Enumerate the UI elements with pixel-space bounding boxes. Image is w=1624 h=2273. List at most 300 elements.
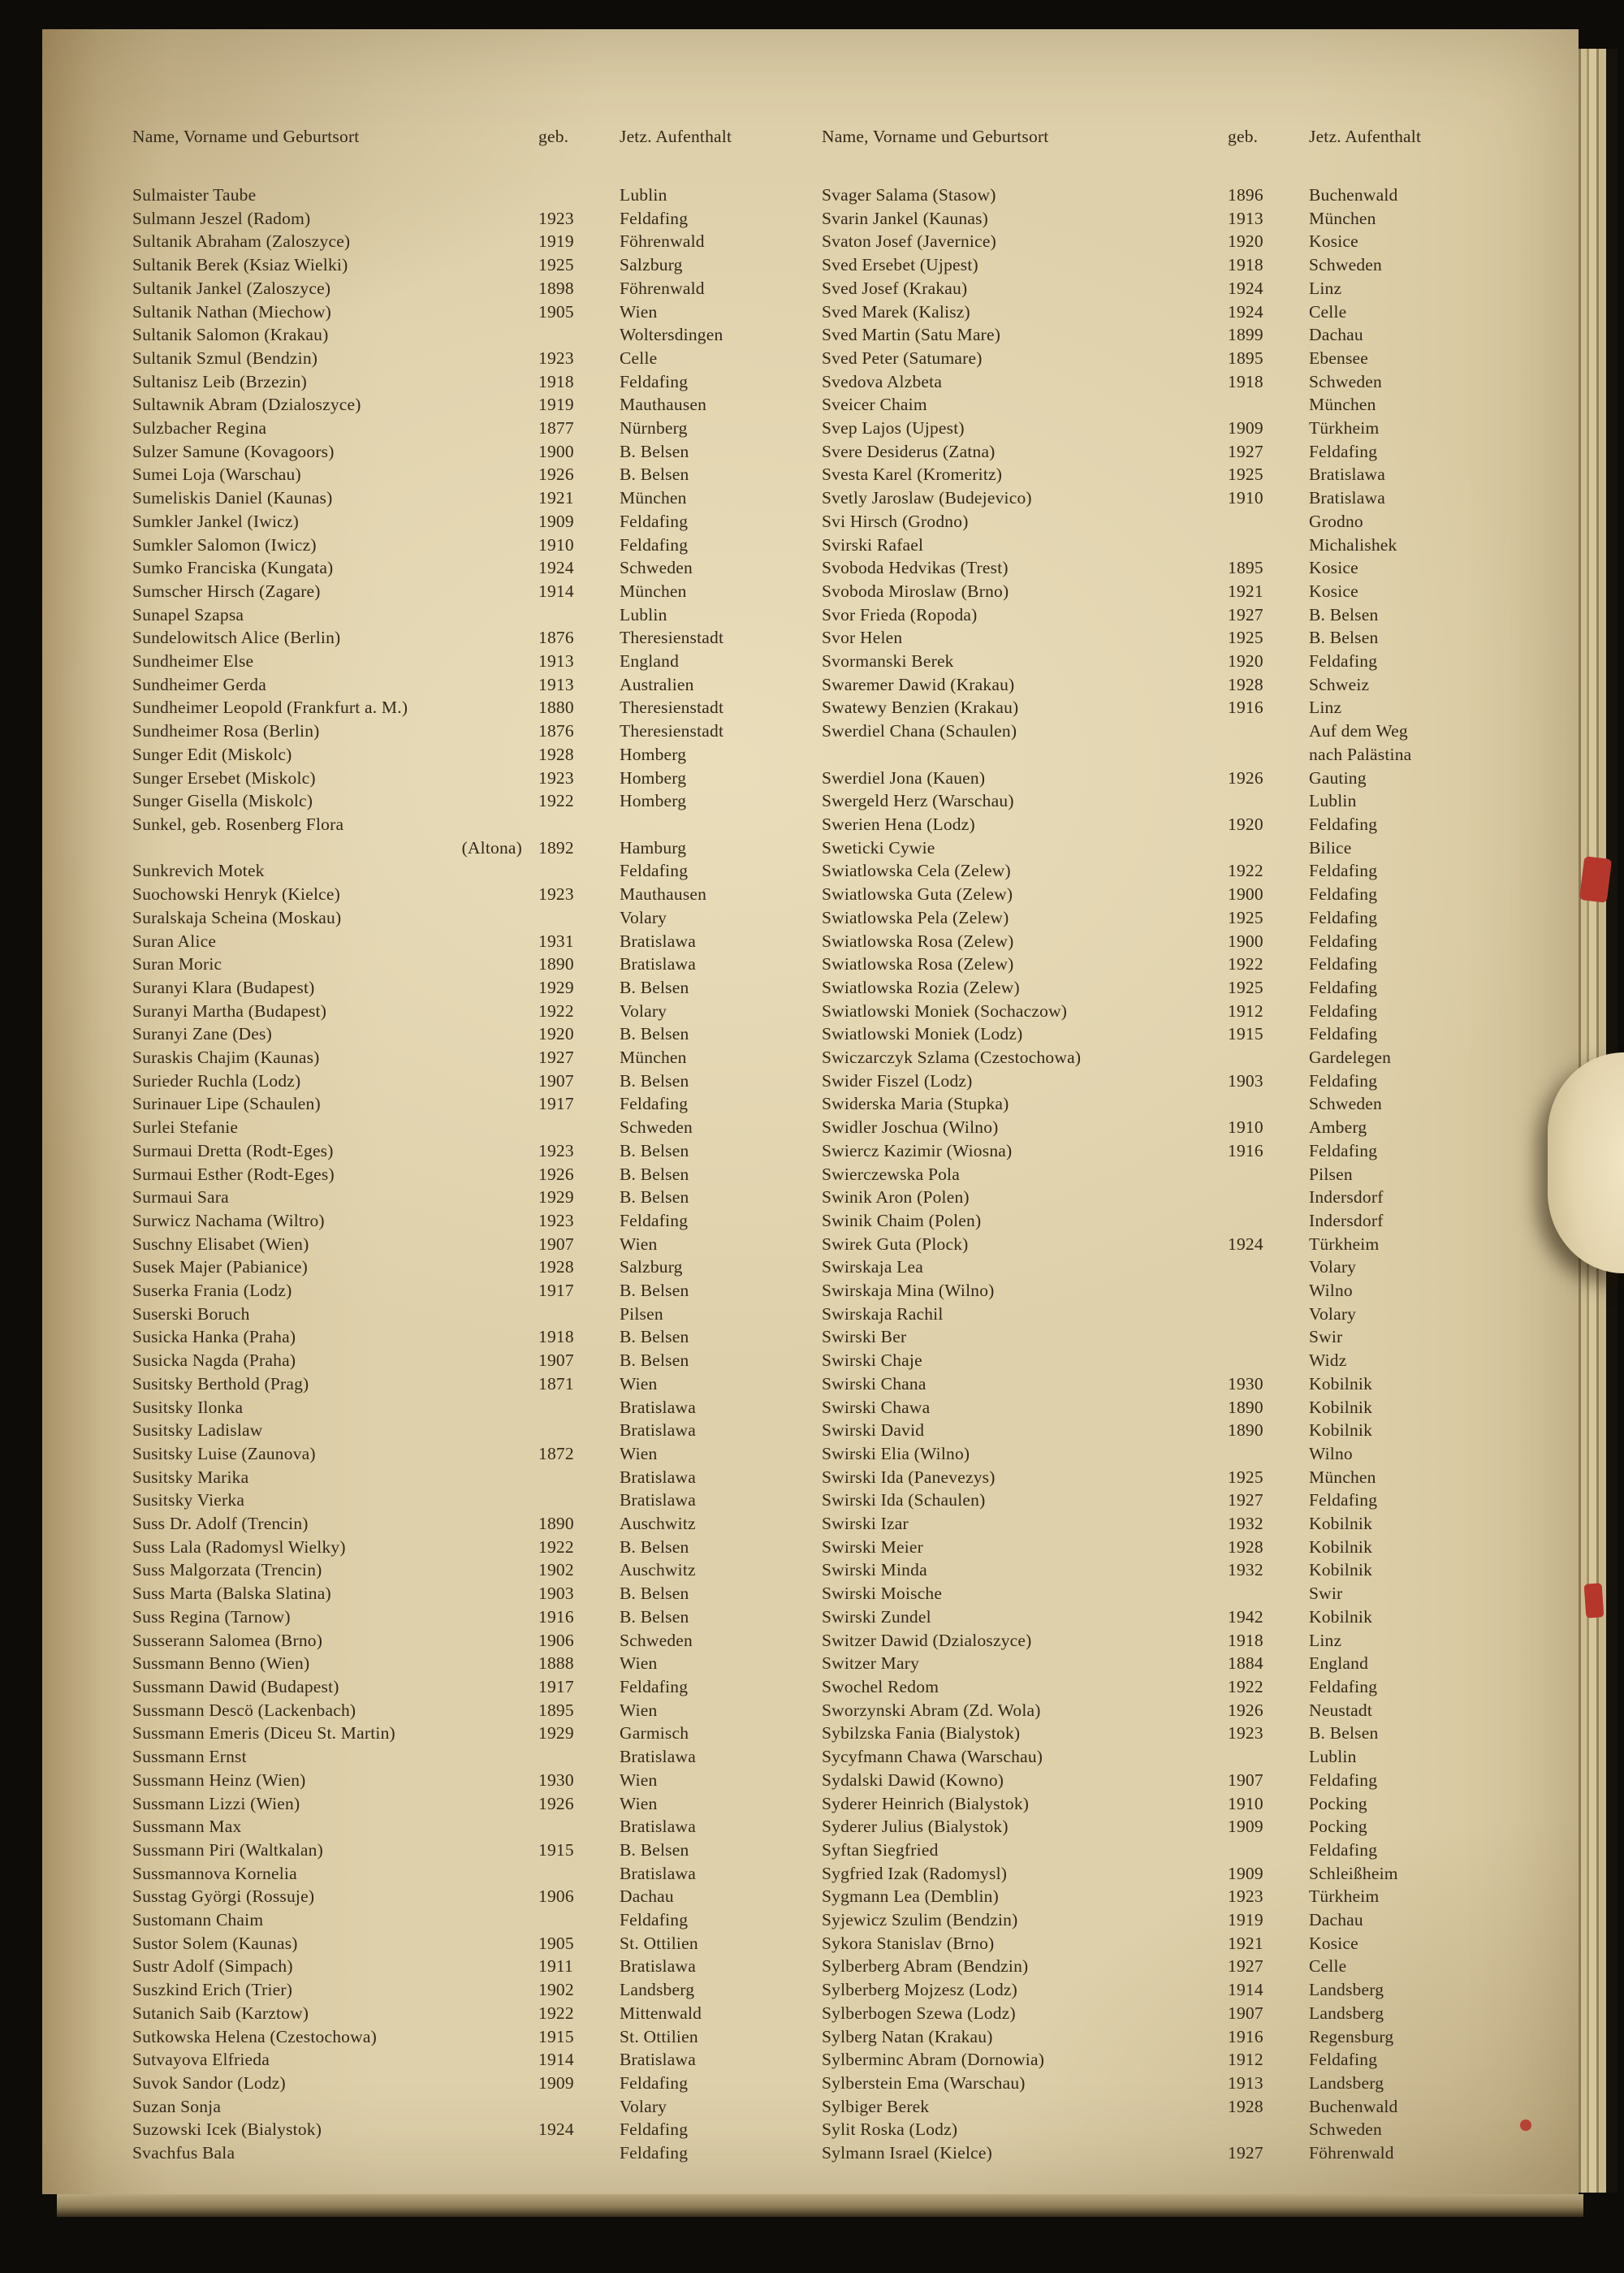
entry-birthyear: 1918 bbox=[538, 371, 574, 391]
entry-residence: Feldafing bbox=[620, 1094, 689, 1114]
entry-birthyear: 1923 bbox=[538, 1140, 574, 1160]
table-row bbox=[822, 370, 1520, 394]
entry-birthyear: 1923 bbox=[538, 767, 574, 788]
entry-name: Sworzynski Abram (Zd. Wola) bbox=[822, 1700, 1041, 1720]
entry-name: Sussmann Emeris (Diceu St. Martin) bbox=[132, 1723, 395, 1744]
table-row bbox=[132, 486, 831, 510]
entry-name: Swiatlowska Rosa (Zelew) bbox=[822, 954, 1014, 974]
table-row bbox=[822, 1582, 1520, 1605]
table-row bbox=[132, 580, 831, 603]
table-row bbox=[822, 1558, 1520, 1582]
entry-name: Suzan Sonja bbox=[132, 2096, 222, 2116]
entry-residence: Kobilnik bbox=[1309, 1606, 1373, 1627]
table-row bbox=[822, 2025, 1520, 2049]
entry-residence: Dachau bbox=[1309, 1910, 1363, 1930]
entry-residence: Mauthausen bbox=[620, 395, 707, 415]
entry-residence: B. Belsen bbox=[620, 1350, 689, 1371]
entry-residence: Bratislawa bbox=[1309, 465, 1385, 485]
entry-residence: Australien bbox=[620, 674, 694, 694]
table-row bbox=[822, 1233, 1520, 1256]
table-row bbox=[132, 1022, 831, 1046]
entry-residence: Bratislawa bbox=[620, 931, 696, 951]
entry-residence: Feldafing bbox=[620, 2120, 689, 2140]
table-row bbox=[132, 1932, 831, 1955]
table-row bbox=[132, 1862, 831, 1886]
entry-birthyear bbox=[1228, 1255, 1309, 1279]
table-row bbox=[132, 463, 831, 486]
entry-residence: Feldafing bbox=[1309, 1839, 1378, 1860]
entry-name: Swidler Joschua (Wilno) bbox=[822, 1117, 999, 1138]
table-row bbox=[132, 1139, 831, 1163]
entry-birthyear: 1925 bbox=[1228, 977, 1263, 997]
entry-birthyear: 1918 bbox=[1228, 371, 1263, 391]
table-row bbox=[822, 976, 1520, 1000]
entry-name: Sultanik Szmul (Bendzin) bbox=[132, 348, 318, 368]
entry-residence: Wien bbox=[620, 1653, 658, 1674]
entry-name: Sylberberg Abram (Bendzin) bbox=[822, 1956, 1029, 1977]
entry-residence: Feldafing bbox=[1309, 1770, 1378, 1790]
entry-name: Suserski Boruch bbox=[132, 1303, 250, 1324]
entry-name: Sylberbogen Szewa (Lodz) bbox=[822, 2003, 1016, 2023]
entry-name: Swirski Chaje bbox=[822, 1350, 922, 1371]
entry-birthyear bbox=[1228, 1163, 1309, 1186]
entry-residence: Michalishek bbox=[1309, 534, 1397, 555]
table-row bbox=[822, 1209, 1520, 1233]
table-row bbox=[822, 207, 1520, 231]
entry-residence: Volary bbox=[620, 1000, 667, 1021]
table-row bbox=[132, 417, 831, 440]
entry-name: Sumkler Jankel (Iwicz) bbox=[132, 511, 299, 531]
entry-name: Sustr Adolf (Simpach) bbox=[132, 1956, 293, 1977]
table-row bbox=[822, 1722, 1520, 1745]
entry-name: Sundheimer Rosa (Berlin) bbox=[132, 721, 320, 741]
entry-name: Syjewicz Szulim (Bendzin) bbox=[822, 1910, 1018, 1930]
entry-name: Svi Hirsch (Grodno) bbox=[822, 511, 969, 531]
entry-residence: Volary bbox=[1309, 1303, 1357, 1324]
table-row bbox=[132, 1722, 831, 1745]
table-row bbox=[132, 1442, 831, 1466]
entry-residence: Türkheim bbox=[1309, 1234, 1380, 1254]
entry-residence: München bbox=[1309, 208, 1376, 228]
entry-residence: Landsberg bbox=[620, 1980, 695, 2000]
entry-residence: B. Belsen bbox=[1309, 1723, 1379, 1744]
entry-birthyear bbox=[538, 323, 620, 347]
entry-name: Sussmann Max bbox=[132, 1817, 242, 1837]
entry-name: Svetly Jaroslaw (Budejevico) bbox=[822, 488, 1032, 508]
entry-birthyear: 1926 bbox=[1228, 1700, 1263, 1720]
entry-name: Sveicer Chaim bbox=[822, 395, 927, 415]
entry-name: Sycyfmann Chawa (Warschau) bbox=[822, 1747, 1043, 1767]
entry-residence: Bratislawa bbox=[620, 1956, 696, 1977]
table-row bbox=[822, 1092, 1520, 1116]
table-row bbox=[822, 1978, 1520, 2002]
entry-name: Sultanik Nathan (Miechow) bbox=[132, 301, 332, 322]
table-row bbox=[132, 277, 831, 300]
entry-name: Suss Lala (Radomysl Wielky) bbox=[132, 1536, 346, 1557]
table-row bbox=[132, 696, 831, 719]
red-dot-mark bbox=[1520, 2120, 1531, 2131]
table-row bbox=[822, 463, 1520, 486]
table-row bbox=[822, 1769, 1520, 1792]
entry-name: Sussmann Lizzi (Wien) bbox=[132, 1793, 300, 1813]
bottom-page-edge bbox=[57, 2194, 1583, 2217]
entry-residence: Bratislawa bbox=[1309, 488, 1385, 508]
table-row bbox=[132, 906, 831, 930]
table-row bbox=[132, 510, 831, 534]
entry-birthyear bbox=[538, 1862, 620, 1886]
entry-birthyear: 1922 bbox=[538, 1536, 574, 1557]
entry-residence: Wien bbox=[620, 1443, 658, 1463]
entry-name: Suvok Sandor (Lodz) bbox=[132, 2072, 286, 2093]
entry-residence: B. Belsen bbox=[620, 1164, 689, 1184]
entry-name: Swider Fiszel (Lodz) bbox=[822, 1070, 973, 1091]
entry-birthyear: 1895 bbox=[1228, 558, 1263, 578]
entry-birthyear: 1917 bbox=[538, 1677, 574, 1696]
entry-birthyear: 1900 bbox=[538, 441, 574, 461]
table-row bbox=[822, 1070, 1520, 1093]
entry-birthyear: 1926 bbox=[538, 1164, 574, 1184]
entry-birthyear bbox=[538, 859, 620, 883]
entry-residence: Grodno bbox=[1309, 511, 1363, 531]
table-row bbox=[822, 1862, 1520, 1886]
entry-birthyear bbox=[538, 1419, 620, 1442]
entry-birthyear: 1925 bbox=[538, 255, 574, 275]
entry-birthyear: 1928 bbox=[538, 1257, 574, 1277]
entry-residence: Kosice bbox=[1309, 1933, 1358, 1953]
entry-residence: Schweden bbox=[1309, 2120, 1382, 2140]
header-birthyear-column: geb. bbox=[1228, 127, 1259, 146]
entry-name: Swiatlowska Guta (Zelew) bbox=[822, 884, 1013, 905]
entry-residence: Bratislawa bbox=[620, 1747, 696, 1767]
entry-name: Swiatlowska Rosa (Zelew) bbox=[822, 931, 1014, 951]
entry-residence: Feldafing bbox=[1309, 931, 1378, 951]
entry-residence: Salzburg bbox=[620, 1257, 683, 1277]
entry-birthyear: 1902 bbox=[538, 1980, 574, 2000]
entry-birthyear: 1928 bbox=[1228, 674, 1263, 694]
entry-residence: Wien bbox=[620, 1700, 658, 1720]
entry-residence: Pilsen bbox=[1309, 1164, 1353, 1184]
entry-birthyear: 1911 bbox=[538, 1956, 574, 1977]
entry-residence: Lublin bbox=[1309, 791, 1357, 811]
table-row bbox=[132, 650, 831, 673]
entry-birthyear: 1914 bbox=[538, 581, 574, 601]
entry-residence: Feldafing bbox=[620, 1677, 689, 1696]
entry-name: Swirek Guta (Plock) bbox=[822, 1234, 969, 1254]
entry-birthyear: 1922 bbox=[1228, 1677, 1263, 1696]
table-row bbox=[822, 719, 1520, 743]
table-row bbox=[822, 1000, 1520, 1023]
entry-birthyear: 1898 bbox=[538, 278, 574, 298]
entry-name: Sylit Roska (Lodz) bbox=[822, 2120, 958, 2140]
entry-birthyear: 1890 bbox=[538, 954, 574, 974]
table-row bbox=[132, 1419, 831, 1442]
table-row bbox=[132, 230, 831, 253]
table-row bbox=[132, 1233, 831, 1256]
entry-residence: Bratislawa bbox=[620, 1420, 696, 1441]
table-row bbox=[822, 253, 1520, 277]
entry-name: Sultanik Salomon (Krakau) bbox=[132, 325, 329, 345]
entry-residence: Dachau bbox=[620, 1886, 674, 1907]
table-row bbox=[822, 323, 1520, 347]
entry-birthyear: 1922 bbox=[1228, 954, 1263, 974]
entry-name: Swiderska Maria (Stupka) bbox=[822, 1094, 1009, 1114]
entry-residence: Pilsen bbox=[620, 1303, 663, 1324]
entry-birthyear bbox=[538, 2095, 620, 2119]
entry-name: Sulmann Jeszel (Radom) bbox=[132, 208, 311, 228]
table-row bbox=[822, 626, 1520, 650]
entry-birthyear bbox=[1228, 789, 1309, 813]
entry-residence: Kosice bbox=[1309, 581, 1358, 601]
entry-birthyear: 1890 bbox=[1228, 1420, 1263, 1441]
table-row bbox=[132, 347, 831, 370]
entry-birthyear: 1900 bbox=[1228, 884, 1263, 905]
table-row bbox=[132, 1558, 831, 1582]
entry-residence: Wien bbox=[620, 1234, 658, 1254]
entry-birthyear bbox=[538, 2141, 620, 2165]
table-row bbox=[822, 1139, 1520, 1163]
entry-residence: Kobilnik bbox=[1309, 1560, 1373, 1580]
entry-birthyear: 1906 bbox=[538, 1886, 574, 1907]
entry-birthyear: 1925 bbox=[1228, 907, 1263, 927]
entry-name: Surwicz Nachama (Wiltro) bbox=[132, 1210, 325, 1230]
entry-name: Syderer Julius (Bialystok) bbox=[822, 1817, 1009, 1837]
table-row bbox=[132, 1046, 831, 1070]
entry-name: Svor Frieda (Ropoda) bbox=[822, 604, 978, 624]
entry-name: Swerien Hena (Lodz) bbox=[822, 814, 975, 834]
table-row bbox=[132, 1629, 831, 1653]
entry-name: Susitsky Ilonka bbox=[132, 1397, 244, 1417]
entry-name: Sumeliskis Daniel (Kaunas) bbox=[132, 488, 333, 508]
entry-birthyear: 1927 bbox=[1228, 1490, 1263, 1510]
entry-name: Surmaui Dretta (Rodt-Eges) bbox=[132, 1140, 334, 1160]
entry-residence: Bratislawa bbox=[620, 2050, 696, 2070]
table-row bbox=[132, 1512, 831, 1536]
entry-birthyear: 1884 bbox=[1228, 1653, 1263, 1674]
table-row bbox=[822, 510, 1520, 534]
entry-birthyear bbox=[1228, 1349, 1309, 1372]
entry-residence: Celle bbox=[1309, 1956, 1347, 1977]
entry-birthyear: 1871 bbox=[538, 1373, 574, 1394]
entry-residence: Linz bbox=[1309, 698, 1342, 718]
table-row bbox=[132, 1536, 831, 1559]
entry-name: Svachfus Bala bbox=[132, 2143, 235, 2163]
entry-birthyear bbox=[538, 1116, 620, 1139]
entry-birthyear: 1927 bbox=[1228, 604, 1263, 624]
entry-birthyear bbox=[538, 813, 620, 836]
entry-name: Susicka Hanka (Praha) bbox=[132, 1327, 296, 1347]
table-row bbox=[822, 1745, 1520, 1769]
entry-name: Suzowski Icek (Bialystok) bbox=[132, 2120, 322, 2140]
entry-birthyear: 1906 bbox=[538, 1630, 574, 1650]
entry-birthyear bbox=[1228, 510, 1309, 534]
entry-name: Swirski Zundel bbox=[822, 1606, 931, 1627]
table-row bbox=[132, 2072, 831, 2095]
entry-birthyear bbox=[1228, 2118, 1309, 2141]
entry-name: Sved Peter (Satumare) bbox=[822, 348, 983, 368]
entry-birthyear: 1927 bbox=[1228, 441, 1263, 461]
entry-birthyear: 1909 bbox=[538, 2072, 574, 2093]
table-row bbox=[132, 1769, 831, 1792]
entry-residence: Bratislawa bbox=[620, 1467, 696, 1487]
entry-residence: München bbox=[1309, 1467, 1376, 1487]
entry-birthyear: 1929 bbox=[538, 1187, 574, 1208]
entry-residence: Lublin bbox=[1309, 1747, 1357, 1767]
entry-residence: Feldafing bbox=[620, 2143, 689, 2163]
entry-birthyear: 1932 bbox=[1228, 1560, 1263, 1580]
entry-birthyear bbox=[1228, 1046, 1309, 1070]
entry-residence: Buchenwald bbox=[1309, 2096, 1398, 2116]
entry-residence: Volary bbox=[1309, 1257, 1357, 1277]
table-row bbox=[132, 1303, 831, 1326]
entry-residence: Amberg bbox=[1309, 1117, 1367, 1138]
table-row bbox=[132, 1372, 831, 1396]
entry-name: Suraskis Chajim (Kaunas) bbox=[132, 1048, 320, 1068]
entry-birthyear bbox=[1228, 534, 1309, 557]
entry-residence: Kobilnik bbox=[1309, 1420, 1373, 1441]
entry-name: Sussmannova Kornelia bbox=[132, 1863, 297, 1883]
entry-birthyear: 1905 bbox=[538, 301, 574, 322]
entry-birthyear: 1921 bbox=[538, 488, 574, 508]
entry-residence: Lublin bbox=[620, 185, 667, 205]
entry-residence: Landsberg bbox=[1309, 2072, 1384, 2093]
table-row bbox=[822, 767, 1520, 790]
entry-birthyear: 1928 bbox=[538, 744, 574, 764]
entry-birthyear bbox=[1228, 1582, 1309, 1605]
entry-residence: Wilno bbox=[1309, 1281, 1353, 1301]
table-row bbox=[132, 767, 831, 790]
entry-birthyear: 1909 bbox=[1228, 1817, 1263, 1837]
table-row bbox=[132, 1325, 831, 1349]
table-row bbox=[132, 1605, 831, 1629]
entry-residence: Feldafing bbox=[1309, 977, 1378, 997]
entry-residence: B. Belsen bbox=[1309, 604, 1379, 624]
table-row bbox=[132, 1163, 831, 1186]
entry-residence: Buchenwald bbox=[1309, 185, 1398, 205]
entry-birthyear bbox=[1228, 393, 1309, 417]
entry-name: Swirskaja Mina (Wilno) bbox=[822, 1281, 995, 1301]
entry-birthyear: 1895 bbox=[1228, 348, 1263, 368]
entry-name: Swirski Chana bbox=[822, 1373, 926, 1394]
entry-residence: Feldafing bbox=[1309, 1024, 1378, 1044]
table-row bbox=[822, 1955, 1520, 1978]
entry-birthyear bbox=[1228, 1303, 1309, 1326]
table-row bbox=[822, 1116, 1520, 1139]
entry-name: Swatewy Benzien (Krakau) bbox=[822, 698, 1019, 718]
entry-name: Sussmann Ernst bbox=[132, 1747, 247, 1767]
entry-name: Svep Lajos (Ujpest) bbox=[822, 418, 965, 439]
entry-name: Sunkel, geb. Rosenberg Flora bbox=[132, 814, 344, 834]
table-row bbox=[822, 1046, 1520, 1070]
entry-name: Susstag Györgi (Rossuje) bbox=[132, 1886, 315, 1907]
entry-name: Sussmann Piri (Waltkalan) bbox=[132, 1839, 323, 1860]
entry-birthyear: 1888 bbox=[538, 1653, 574, 1674]
entry-birthyear: 1912 bbox=[1228, 2050, 1263, 2070]
entry-birthyear: 1921 bbox=[1228, 581, 1263, 601]
entry-birthyear: 1927 bbox=[1228, 1956, 1263, 1977]
entry-name: Swiercz Kazimir (Wiosna) bbox=[822, 1140, 1013, 1160]
entry-residence: B. Belsen bbox=[620, 1327, 689, 1347]
entry-name: Sved Ersebet (Ujpest) bbox=[822, 255, 978, 275]
entry-birthyear: 1931 bbox=[538, 931, 574, 951]
entry-birthyear bbox=[538, 1908, 620, 1932]
table-header-right bbox=[822, 127, 1520, 147]
entry-name: Sumei Loja (Warschau) bbox=[132, 465, 301, 485]
table-row bbox=[822, 277, 1520, 300]
table-row bbox=[822, 789, 1520, 813]
entry-birthyear: 1890 bbox=[538, 1514, 574, 1534]
entry-name: Suran Moric bbox=[132, 954, 222, 974]
entry-residence: Lublin bbox=[620, 604, 667, 624]
entry-birthyear: 1923 bbox=[538, 884, 574, 905]
entry-name: Svoboda Miroslaw (Brno) bbox=[822, 581, 1009, 601]
entry-birthyear: 1910 bbox=[1228, 488, 1263, 508]
table-row bbox=[132, 953, 831, 976]
entry-name: Swirski David bbox=[822, 1420, 925, 1441]
entry-residence: Wien bbox=[620, 301, 658, 322]
red-mark bbox=[1584, 1583, 1605, 1618]
entry-name: Svirski Rafael bbox=[822, 534, 924, 555]
entry-residence: Feldafing bbox=[1309, 441, 1378, 461]
table-row bbox=[822, 883, 1520, 906]
entry-name: Swiatlowski Moniek (Sochaczow) bbox=[822, 1000, 1068, 1021]
entry-birthyear: 1916 bbox=[1228, 1140, 1263, 1160]
entry-name: Sultanisz Leib (Brzezin) bbox=[132, 371, 307, 391]
entry-residence: Wien bbox=[620, 1793, 658, 1813]
table-row bbox=[132, 1255, 831, 1279]
entry-residence: Indersdorf bbox=[1309, 1187, 1384, 1208]
entry-residence: München bbox=[620, 1048, 687, 1068]
table-row bbox=[822, 184, 1520, 207]
table-row bbox=[822, 1489, 1520, 1512]
table-row bbox=[822, 1699, 1520, 1722]
entry-birthyear: 1880 bbox=[538, 698, 574, 718]
table-row bbox=[822, 534, 1520, 557]
red-mark bbox=[1579, 856, 1612, 903]
entry-residence: Auschwitz bbox=[620, 1514, 696, 1534]
table-row bbox=[132, 673, 831, 697]
table-row bbox=[822, 1839, 1520, 1862]
table-row bbox=[822, 1605, 1520, 1629]
entry-birthyear: 1916 bbox=[1228, 698, 1263, 718]
table-row bbox=[822, 650, 1520, 673]
entry-residence: Bilice bbox=[1309, 837, 1352, 858]
entry-residence: Feldafing bbox=[1309, 1677, 1378, 1696]
entry-residence: Feldafing bbox=[1309, 907, 1378, 927]
entry-name: Svere Desiderus (Zatna) bbox=[822, 441, 996, 461]
entry-birthyear: 1927 bbox=[538, 1048, 574, 1068]
entry-birthyear: 1929 bbox=[538, 977, 574, 997]
entry-residence: Hamburg bbox=[620, 837, 687, 858]
entry-birthyear: 1915 bbox=[538, 2026, 574, 2046]
entry-birthyear: 1918 bbox=[538, 1327, 574, 1347]
entry-residence: Bratislawa bbox=[620, 1397, 696, 1417]
entry-name: Swirski Ida (Panevezys) bbox=[822, 1467, 996, 1487]
entry-residence: Kobilnik bbox=[1309, 1373, 1373, 1394]
entry-name: Sved Martin (Satu Mare) bbox=[822, 325, 1001, 345]
table-row bbox=[132, 836, 831, 860]
table-row bbox=[132, 393, 831, 417]
entry-name: Sussmann Dawid (Budapest) bbox=[132, 1677, 339, 1696]
entry-name: Swirskaja Lea bbox=[822, 1257, 923, 1277]
entry-birthyear: 1924 bbox=[538, 2120, 574, 2140]
entry-residence: Volary bbox=[620, 907, 667, 927]
table-row bbox=[822, 930, 1520, 953]
entry-birthyear: 1924 bbox=[1228, 278, 1263, 298]
entry-name: Swiatlowska Cela (Zelew) bbox=[822, 861, 1011, 881]
entry-residence: B. Belsen bbox=[620, 1606, 689, 1627]
table-row bbox=[822, 1325, 1520, 1349]
table-row bbox=[132, 1675, 831, 1699]
